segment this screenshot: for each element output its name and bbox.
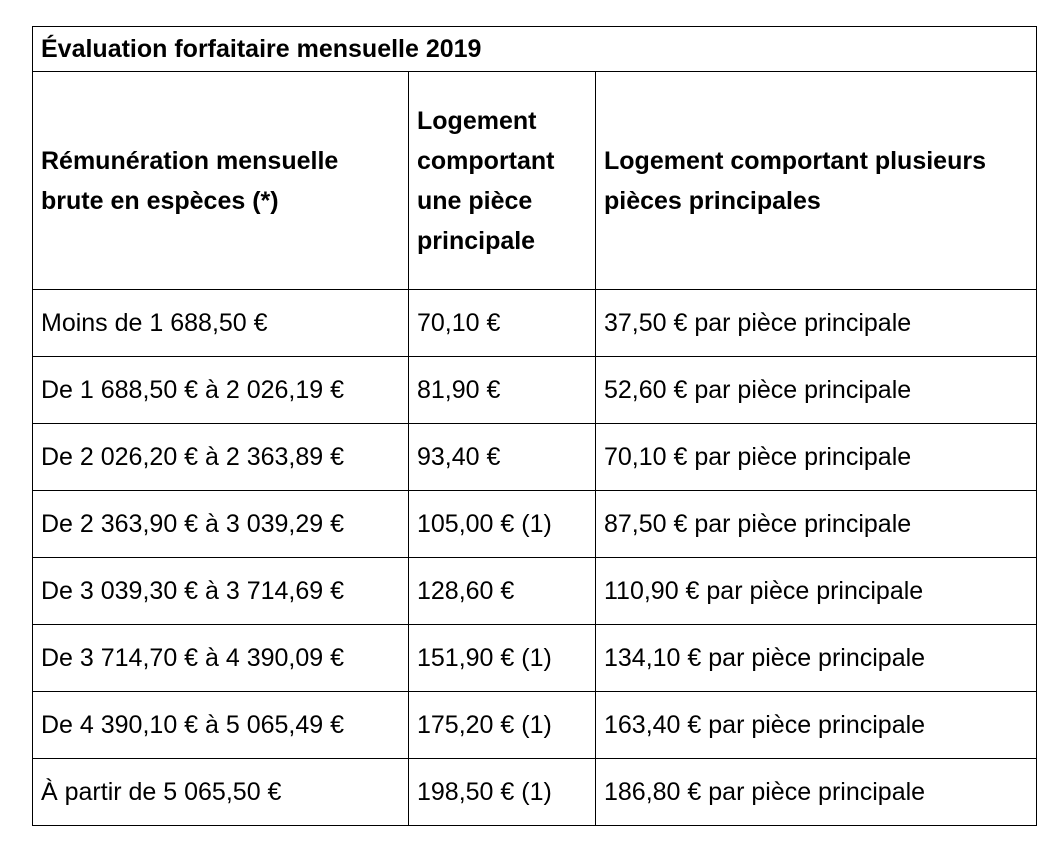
cell-remuneration: De 4 390,10 € à 5 065,49 € xyxy=(33,692,409,759)
cell-several-rooms: 87,50 € par pièce principale xyxy=(596,491,1037,558)
table-row xyxy=(33,692,1037,759)
cell-several-rooms: 37,50 € par pièce principale xyxy=(596,290,1037,357)
table-title: Évaluation forfaitaire mensuelle 2019 xyxy=(33,27,1037,72)
cell-one-room: 105,00 € (1) xyxy=(409,491,596,558)
cell-remuneration: De 2 363,90 € à 3 039,29 € xyxy=(33,491,409,558)
cell-several-rooms: 110,90 € par pièce principale xyxy=(596,558,1037,625)
cell-one-room: 151,90 € (1) xyxy=(409,625,596,692)
title-row xyxy=(33,27,1037,72)
cell-remuneration: À partir de 5 065,50 € xyxy=(33,759,409,826)
cell-one-room: 93,40 € xyxy=(409,424,596,491)
cell-remuneration: Moins de 1 688,50 € xyxy=(33,290,409,357)
cell-several-rooms: 134,10 € par pièce principale xyxy=(596,625,1037,692)
cell-one-room: 70,10 € xyxy=(409,290,596,357)
cell-several-rooms: 70,10 € par pièce principale xyxy=(596,424,1037,491)
cell-one-room: 128,60 € xyxy=(409,558,596,625)
cell-several-rooms: 52,60 € par pièce principale xyxy=(596,357,1037,424)
cell-remuneration: De 3 714,70 € à 4 390,09 € xyxy=(33,625,409,692)
table-row xyxy=(33,625,1037,692)
cell-remuneration: De 1 688,50 € à 2 026,19 € xyxy=(33,357,409,424)
header-one-room: Logement comportant une pièce principale xyxy=(409,72,596,290)
cell-several-rooms: 186,80 € par pièce principale xyxy=(596,759,1037,826)
table-row xyxy=(33,424,1037,491)
housing-evaluation-table xyxy=(32,26,1037,826)
cell-one-room: 198,50 € (1) xyxy=(409,759,596,826)
cell-one-room: 175,20 € (1) xyxy=(409,692,596,759)
cell-remuneration: De 2 026,20 € à 2 363,89 € xyxy=(33,424,409,491)
table-row xyxy=(33,759,1037,826)
table-body xyxy=(33,290,1037,826)
table-row xyxy=(33,558,1037,625)
table-row xyxy=(33,357,1037,424)
header-remuneration: Rémunération mensuelle brute en espèces (*) xyxy=(33,72,409,290)
cell-remuneration: De 3 039,30 € à 3 714,69 € xyxy=(33,558,409,625)
table-row xyxy=(33,491,1037,558)
cell-several-rooms: 163,40 € par pièce principale xyxy=(596,692,1037,759)
header-several-rooms: Logement comportant plusieurs pièces principales xyxy=(596,72,1037,290)
cell-one-room: 81,90 € xyxy=(409,357,596,424)
header-row xyxy=(33,72,1037,290)
table-row xyxy=(33,290,1037,357)
